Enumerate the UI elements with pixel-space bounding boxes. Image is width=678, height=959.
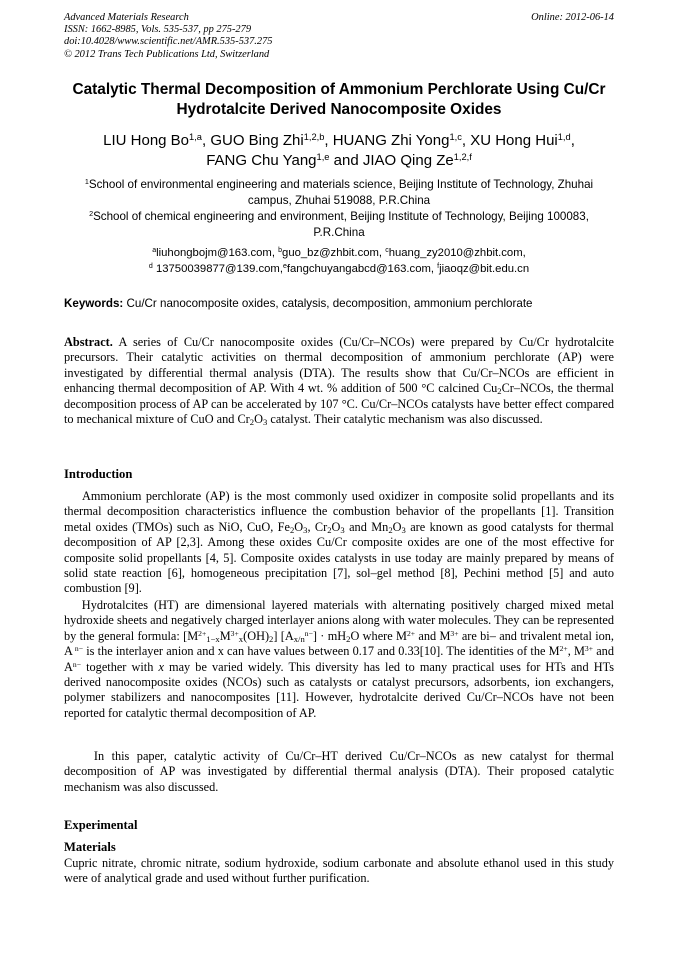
author-affil-sup: 1,c (449, 131, 462, 142)
author-affil-sup: 1,a (189, 131, 202, 142)
paper-title (64, 80, 614, 120)
affiliation-2 (64, 209, 614, 240)
author-line-1: LIU Hong Bo$^{1,a}$, GUO Bing Zhi$^{1,2,b}$, HUANG Zhi Yong$^{1,c}$, XU Hong Hui$^{1,d}$, (103, 131, 575, 149)
copyright-line: © 2012 Trans Tech Publications Ltd, Switzerland (64, 48, 270, 60)
author-affil-sup: 1,e (316, 151, 330, 162)
author-list (64, 131, 614, 171)
affiliation-text: School of chemical engineering and environment, Beijing Institute of Technology, Beijing 100083, (93, 210, 589, 223)
author-name: HUANG Zhi Yong (332, 132, 450, 149)
email-link[interactable]: huang_zy2010@zhbit.com, (388, 247, 526, 259)
keywords-label: Keywords: (64, 297, 124, 310)
experimental-heading: Experimental (64, 818, 138, 832)
affiliation-text: campus, Zhuhai 519088, P.R.China (247, 193, 431, 207)
abstract-label: Abstract. (64, 335, 113, 349)
issn-line: ISSN: 1662-8985, Vols. 535-537, pp 275-279 (64, 24, 252, 36)
keywords (64, 296, 614, 311)
introduction-paragraph-1: Ammonium perchlorate (AP) is the most commonly used oxidizer in composite solid propellants and its thermal decomposition characteristics influence the combustion behavior of the propellants [1]. Transition metal oxides (TMOs) such as NiO, CuO, $Fe_2O_3$, $Cr_2O_3$ and $Mn_2O_3$ are known as good catalysts for thermal decomposition of AP [2,3]. Among these oxides Cu/Cr composite oxides are one of the most effective for composite solid propellants [4, 5]. Composite oxides catalysts in use today are mainly prepared by means of solid state reaction [6], homogeneous precipitation [7], sol–gel method [8], Pechini method [5] and auto combustion [9]. (64, 489, 614, 596)
author-affil-sup: 1,2,f (453, 151, 472, 162)
author-name: JIAO Qing Ze (362, 152, 454, 169)
author-name: FANG Chu Yang (206, 152, 317, 169)
author-emails: $^a$liuhongbojm@163.com, $^b$guo_bz@zhbit.com, $^c$huang_zy2010@zhbit.com, $^d$ 13750039877@139.com,$^e$fangchuyangabcd@163.com, $^f$jiaoqz@bit.edu.cn (148, 247, 530, 275)
author-affil-sup: 1,d (557, 131, 571, 142)
abstract (64, 335, 614, 427)
affiliation-1 (64, 177, 614, 208)
journal-name: Advanced Materials Research (64, 12, 189, 23)
keywords-text: Cu/Cr nanocomposite oxides, catalysis, decomposition, ammonium perchlorate (126, 297, 533, 310)
materials-heading: Materials (64, 840, 116, 854)
abstract-text: A series of Cu/Cr nanocomposite oxides (Cu/Cr–NCOs) were prepared by Cu/Cr hydrotalcite precursors. Their catalytic activities on thermal decomposition of ammonium perchlorate (AP) were investigated by differential thermal analysis (DTA). The results show that Cu/Cr–NCOs are efficient in enhancing thermal decomposition of AP. With 4 wt. % addition of 500 °C calcined $Cu_2Cr$–NCOs, the thermal decomposition process of AP can be accelerated by 107 °C. Cu/Cr–NCOs catalysts have better effect compared to mechanical mixture of CuO and $Cr_2O_3$ catalyst. Their catalytic mechanism was also discussed. (64, 335, 614, 428)
email-link[interactable]: fangchuyangabcd@163.com, (286, 262, 435, 275)
email-link[interactable]: liuhongbojm@163.com, (156, 247, 275, 259)
email-link[interactable]: jiaoqz@bit.edu.cn (439, 262, 530, 275)
title-line-1: Catalytic Thermal Decomposition of Ammonium Perchlorate Using Cu/Cr (72, 81, 606, 98)
doi-line[interactable]: doi:10.4028/www.scientific.net/AMR.535-537.275 (64, 36, 273, 48)
introduction-heading: Introduction (64, 467, 133, 481)
online-date: Online: 2012-06-14 (531, 12, 614, 23)
author-line-2 (64, 151, 614, 171)
author-affil-sup: 1,2,b (303, 131, 325, 142)
affiliation-sup: 2 (89, 209, 94, 219)
author-name: GUO Bing Zhi (210, 132, 304, 149)
affiliation-text: School of environmental engineering and materials science, Beijing Institute of Technology, Zhuhai (88, 178, 594, 191)
introduction-paragraph-3: In this paper, catalytic activity of Cu/Cr–HT derived Cu/Cr–NCOs as new catalyst for thermal decomposition of AP was investigated by differential thermal analysis (DTA). Their proposed catalytic mechanism was also discussed. (64, 749, 614, 794)
author-name: XU Hong Hui (470, 132, 558, 149)
email-link[interactable]: guo_bz@zhbit.com, (282, 247, 383, 259)
affiliation-sup: 1 (84, 177, 89, 187)
title-line-2: Hydrotalcite Derived Nanocomposite Oxides (176, 101, 502, 118)
affiliation-text: P.R.China (313, 225, 365, 239)
email-link[interactable]: 13750039877@139.com, (155, 262, 283, 275)
author-name: LIU Hong Bo (103, 132, 190, 149)
author-conjunction: and (333, 152, 359, 169)
journal-header (64, 12, 272, 61)
materials-paragraph: Cupric nitrate, chromic nitrate, sodium hydroxide, sodium carbonate and absolute ethanol used in this study were of analytical grade and used without further purification. (64, 856, 614, 886)
introduction-paragraph-2: Hydrotalcites (HT) are dimensional layered materials with alternating positively charged mixed metal hydroxide sheets and negatively charged interlayer anions along with water molecules. They can be represented by the general formula: $[M^{2+}_{1-x}M^{3+}_x(OH)_2] [A_{x/n}^{n-}] \cdot mH_2O$ where $M^{2+}$ and $M^{3+}$ are bi– and trivalent metal ion, A $^{n-}$ is the interlayer anion and x can have values between 0.17 and 0.33[10]. The identities of the $M^{2+}$, $M^{3+}$ and $A^{n-}$ together with x may be varied widely. This diversity has led to many practical uses for HTs and HTs derived nanocomposite oxides (NCOs) such as catalysts or catalyst precursors, adsorbents, ion exchangers, polymer stabilizers and nanocomposites [11]. However, hydrotalcite derived Cu/Cr–NCOs have not been reported for catalytic thermal decomposition of AP. (64, 598, 615, 720)
